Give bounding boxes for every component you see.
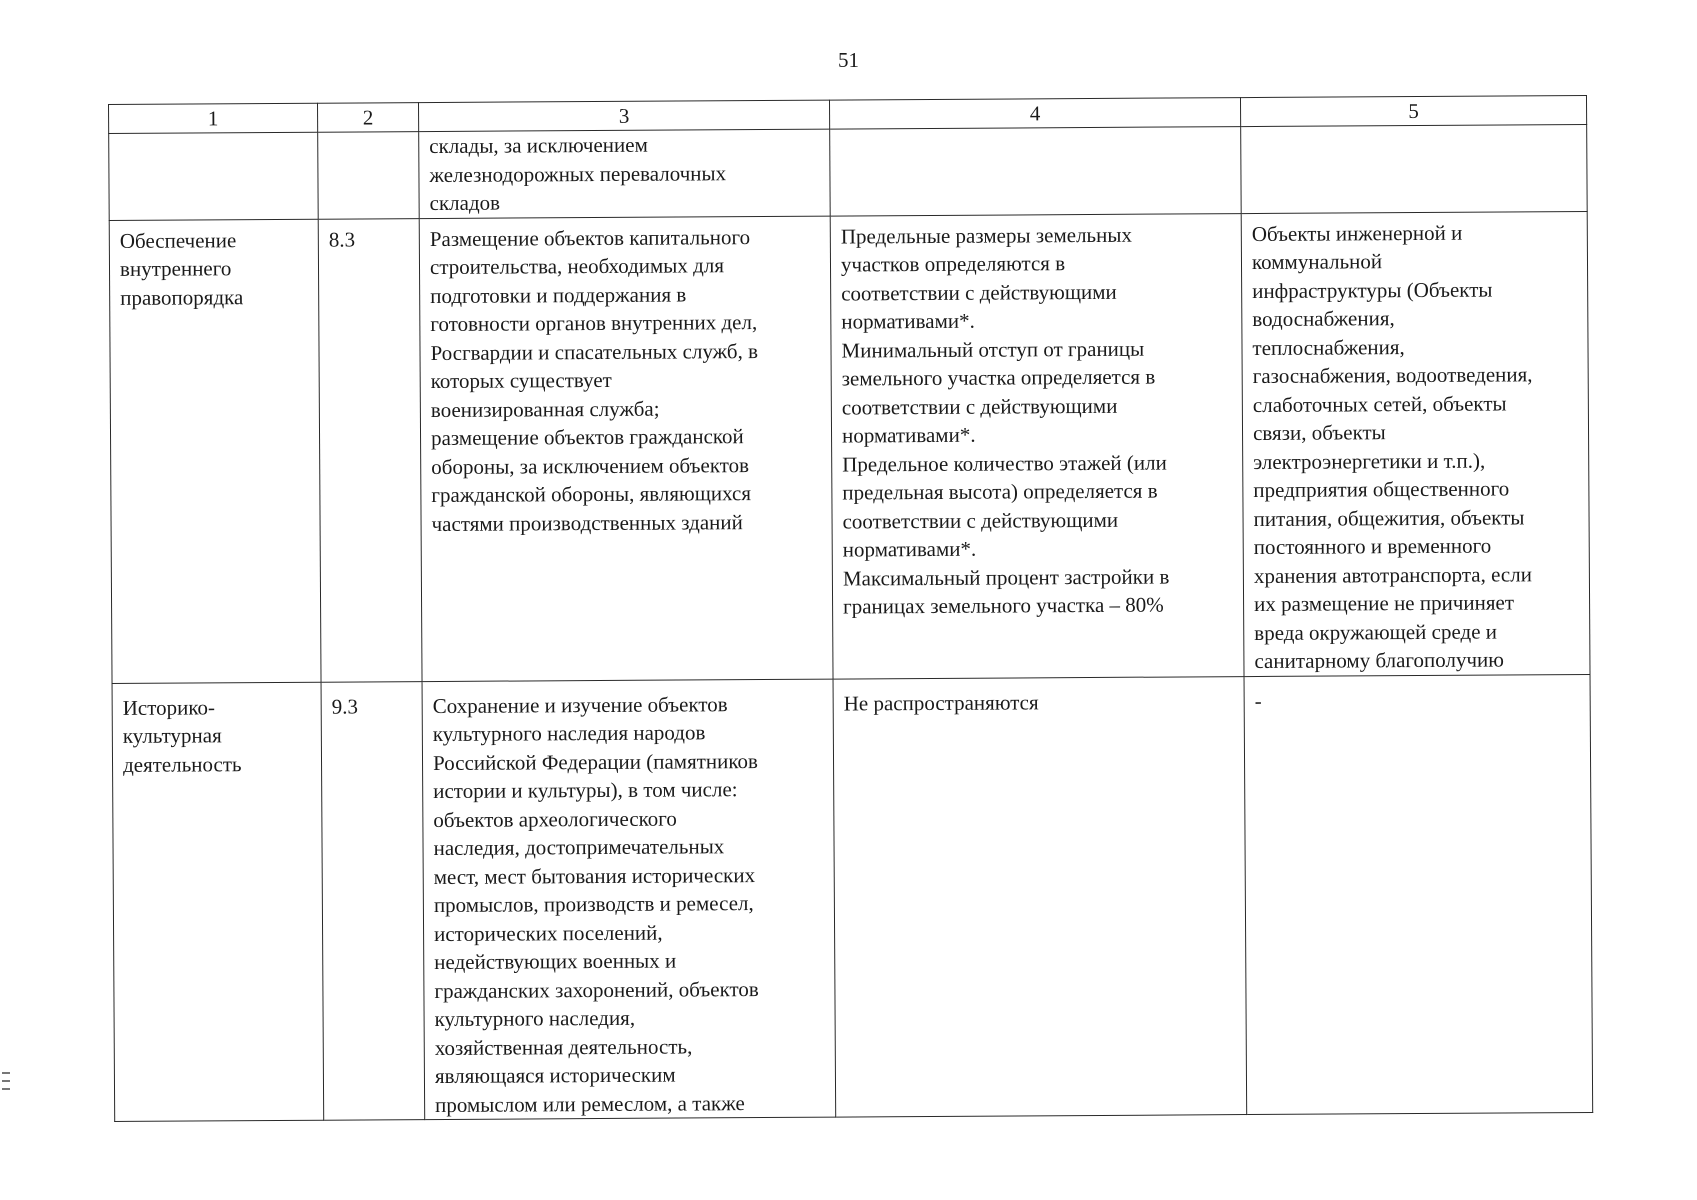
cell-use-name: Историко- культурная деятельность: [112, 682, 324, 1122]
cell-use-description: Размещение объектов капитального строительства, необходимых для подготовки и поддержания в готовности органов внутренних дел, Росгвардии и спасательных служб, в которых существует военизированная служба; размещение объектов гражданской обороны, за исключением объектов гражданской обороны, являющихся частями производственных зданий: [419, 216, 833, 682]
table-row: [109, 211, 1590, 683]
cell-use-description: Сохранение и изучение объектов культурного наследия народов Российской Федерации (памятников истории и культуры), в том числе: объектов археологического наследия, достопримечательных мест, мест бытования исторических промыслов, производств и ремесел, исторических поселений, недействующих военных и гражданских захоронений, объектов культурного наследия, хозяйственная деятельность, являющаяся историческим промыслом или ремеслом, а также: [422, 679, 836, 1120]
table-row: [112, 674, 1593, 1122]
scan-edge-marks: [2, 1072, 10, 1096]
land-use-table: [108, 95, 1593, 1122]
cell-auxiliary-uses: -: [1244, 674, 1593, 1115]
cell-use-code: [318, 132, 420, 219]
cell-use-code: 9.3: [321, 681, 425, 1120]
cell-use-code: 8.3: [318, 218, 422, 682]
header-col-2: 2: [317, 103, 418, 133]
header-col-4: 4: [829, 98, 1240, 130]
cell-auxiliary-uses: [1241, 124, 1588, 213]
cell-parameters: Предельные размеры земельных участков определяются в соответствии с действующими нормативами*. Минимальный отступ от границы земельного участка определяется в соответствии с действующими нормативами*. Предельное количество этажей (или предельная высота) определяется в соответствии с действующими нормативами*. Максимальный процент застройки в границах земельного участка – 80%: [830, 213, 1244, 679]
page-number: 51: [838, 48, 859, 72]
header-col-5: 5: [1240, 95, 1586, 126]
header-col-3: 3: [418, 100, 829, 132]
cell-use-name: [109, 132, 319, 220]
cell-parameters: Не распространяются: [833, 676, 1247, 1117]
header-col-1: 1: [109, 103, 318, 133]
cell-use-name: Обеспечение внутреннего правопорядка: [109, 219, 321, 683]
table-row: [109, 124, 1588, 220]
cell-auxiliary-uses: Объекты инженерной и коммунальной инфраструктуры (Объекты водоснабжения, теплоснабжения, газоснабжения, водоотведения, слаботочных сетей, объекты связи, объекты электроэнергетики и т.п.), предприятия общественного питания, общежития, объекты постоянного и временного хранения автотранспорта, если их размещение не причиняет вреда окружающей среде и санитарному благополучию: [1241, 211, 1590, 676]
cell-parameters: [830, 127, 1242, 216]
cell-use-description: склады, за исключением железнодорожных перевалочных складов: [419, 129, 831, 218]
